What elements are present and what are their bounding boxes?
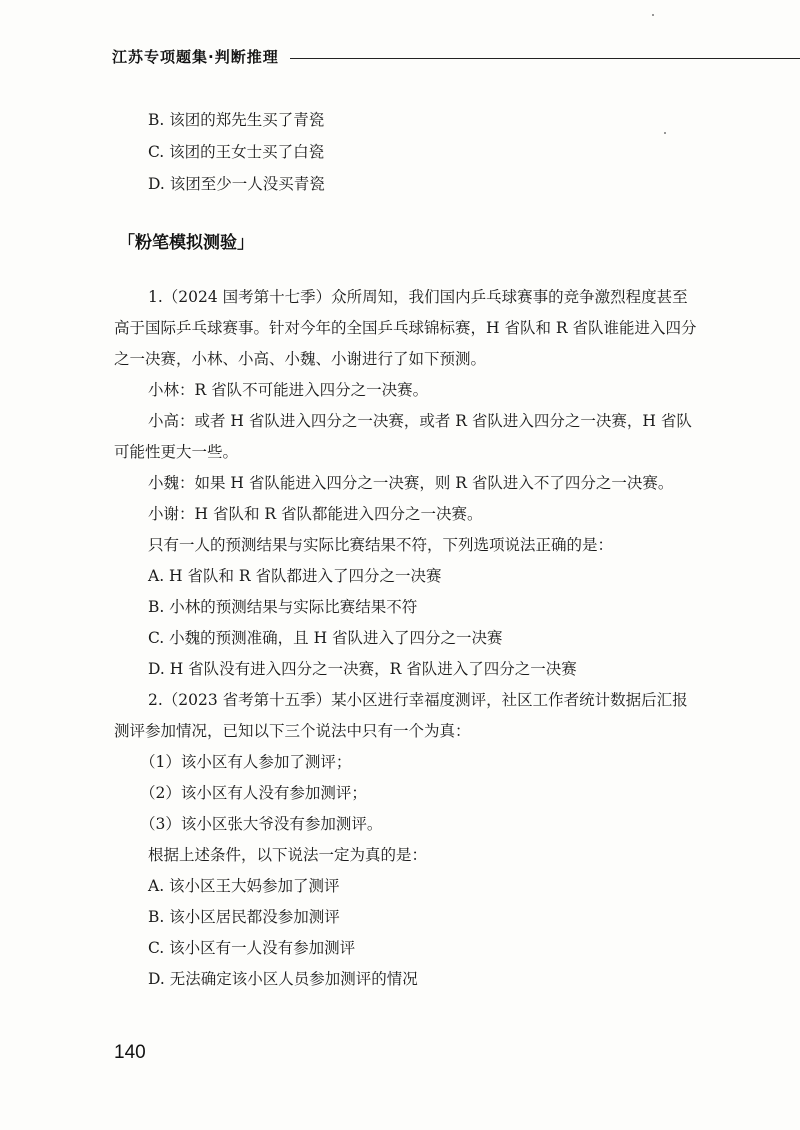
section-title: 「粉笔模拟测验」: [118, 233, 254, 253]
header-title: 江苏专项题集·判断推理: [112, 48, 279, 66]
running-header: [112, 44, 722, 74]
q1-stem-line-2: 高于国际乒乓球赛事。针对今年的全国乒乓球锦标赛，H 省队和 R 省队谁能进入四分: [114, 319, 697, 337]
q1-option-d: D. H 省队没有进入四分之一决赛，R 省队进入了四分之一决赛: [148, 660, 577, 678]
q2-statement-3: （3）该小区张大爷没有参加测评。: [140, 815, 383, 833]
q2-question: 根据上述条件，以下说法一定为真的是：: [148, 846, 428, 864]
q2-option-c: C. 该小区有一人没有参加测评: [148, 939, 356, 957]
q2-option-b: B. 该小区居民都没参加测评: [148, 908, 340, 926]
scan-speck: [652, 14, 654, 16]
q2-option-a: A. 该小区王大妈参加了测评: [148, 877, 340, 895]
q1-option-c: C. 小魏的预测准确，且 H 省队进入了四分之一决赛: [148, 629, 503, 647]
prev-option-d: D. 该团至少一人没买青瓷: [148, 175, 325, 193]
prev-option-b: B. 该团的郑先生买了青瓷: [148, 111, 325, 129]
q2-option-d: D. 无法确定该小区人员参加测评的情况: [148, 970, 418, 988]
q1-stem-line-3: 之一决赛，小林、小高、小魏、小谢进行了如下预测。: [114, 350, 487, 368]
scan-speck: [664, 132, 666, 134]
q1-prediction-xiaogao-1: 小高：或者 H 省队进入四分之一决赛，或者 R 省队进入四分之一决赛，H 省队: [148, 412, 692, 430]
prev-option-c: C. 该团的王女士买了白瓷: [148, 143, 325, 161]
q2-stem-line-1: 2.（2023 省考第十五季）某小区进行幸福度测评，社区工作者统计数据后汇报: [148, 691, 688, 709]
q1-prediction-xiaowei: 小魏：如果 H 省队能进入四分之一决赛，则 R 省队进入不了四分之一决赛。: [148, 474, 674, 492]
page-number: 140: [114, 1042, 146, 1063]
q2-statement-2: （2）该小区有人没有参加测评；: [140, 784, 367, 802]
q1-prediction-xiaolin: 小林：R 省队不可能进入四分之一决赛。: [148, 381, 429, 399]
q1-stem-line-1: 1.（2024 国考第十七季）众所周知，我们国内乒乓球赛事的竞争激烈程度甚至: [148, 288, 688, 306]
q1-option-a: A. H 省队和 R 省队都进入了四分之一决赛: [148, 567, 442, 585]
q1-option-b: B. 小林的预测结果与实际比赛结果不符: [148, 598, 418, 616]
header-rule: [290, 58, 800, 59]
q1-question: 只有一人的预测结果与实际比赛结果不符，下列选项说法正确的是：: [148, 536, 614, 554]
q2-statement-1: （1）该小区有人参加了测评；: [140, 753, 352, 771]
q1-prediction-xiaogao-2: 可能性更大一些。: [114, 443, 239, 461]
q2-stem-line-2: 测评参加情况，已知以下三个说法中只有一个为真：: [114, 722, 471, 740]
q1-prediction-xiaoxie: 小谢：H 省队和 R 省队都能进入四分之一决赛。: [148, 505, 483, 523]
